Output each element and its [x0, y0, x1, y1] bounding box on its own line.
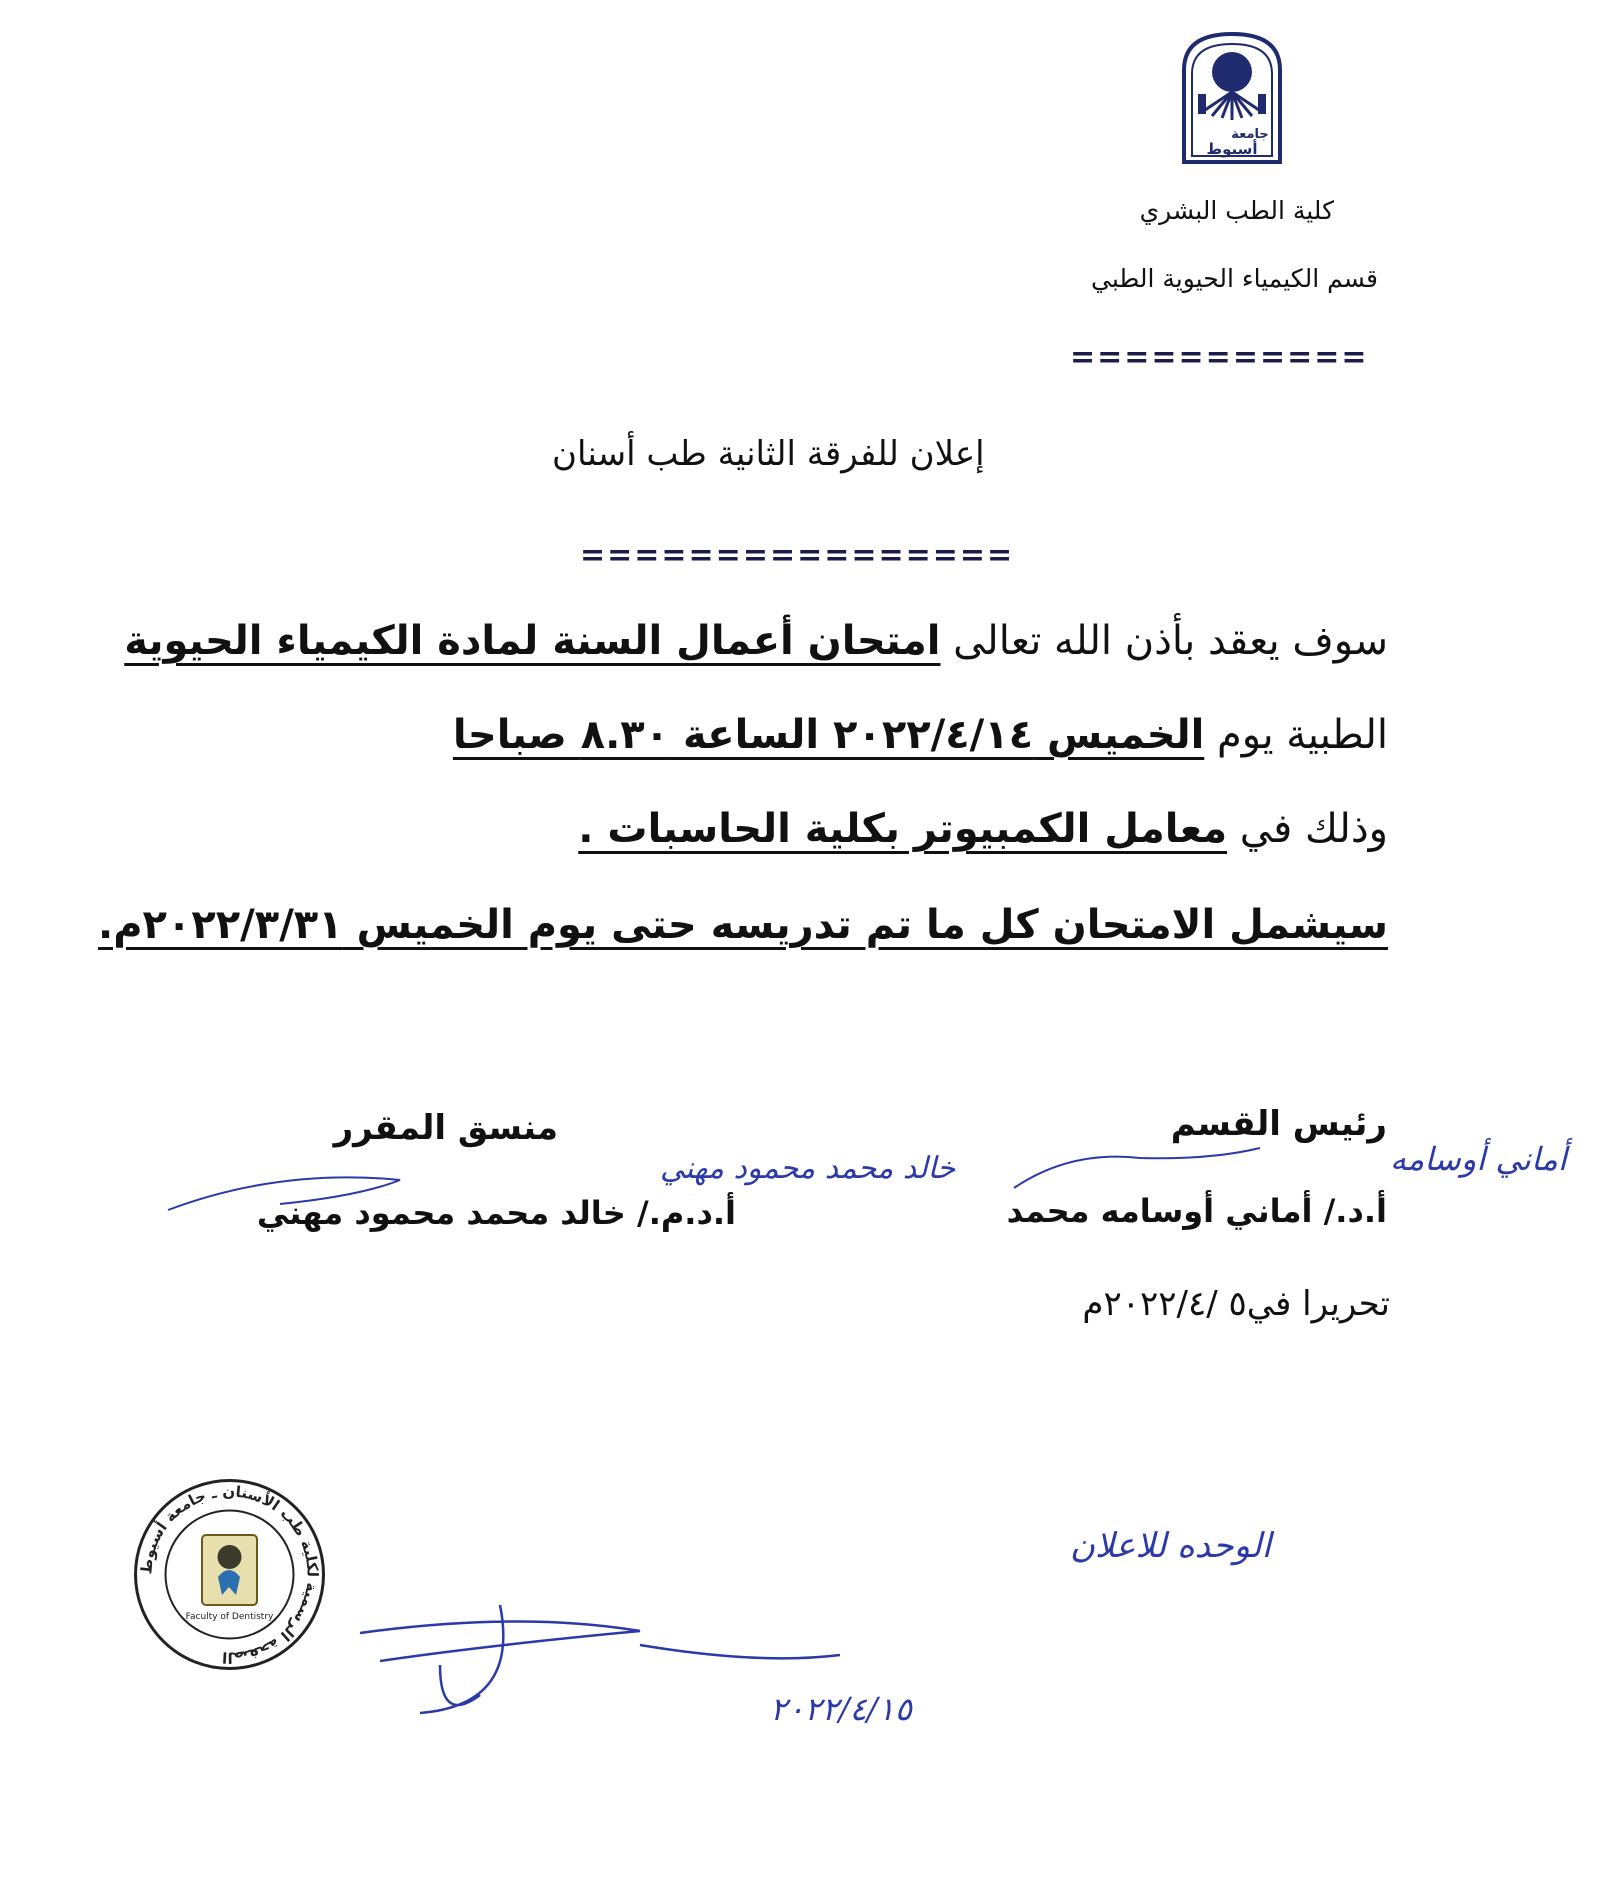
coordinator-signature-graphic	[160, 1138, 956, 1218]
logo-text-bottom: أسيوط	[1206, 140, 1258, 158]
university-logo-graphic	[1180, 30, 1284, 166]
university-logo	[1180, 30, 1284, 166]
body-line-2	[453, 712, 1388, 758]
head-title: رئيس القسم	[1170, 1104, 1387, 1144]
issue-date: تحريرا في٥ /٢٠٢٢/٤م	[1082, 1284, 1390, 1324]
handwritten-note	[340, 1515, 1272, 1745]
faculty-name: كلية الطب البشري	[1139, 196, 1334, 225]
stamp-inner-text: Faculty of Dentistry	[185, 1612, 274, 1622]
handwritten-note-graphic	[340, 1515, 1272, 1745]
head-signature-graphic	[1010, 1130, 1567, 1200]
header-separator: ===========	[1070, 340, 1369, 375]
body-line-3-text: وذلك في	[1227, 806, 1388, 852]
logo-text-top: جامعة	[1231, 127, 1269, 142]
coordinator-signature	[160, 1138, 956, 1218]
body-line-1	[124, 618, 1388, 664]
head-name: أ.د./ أماني أوسامه محمد	[1006, 1192, 1387, 1230]
title-separator: ================	[580, 538, 1015, 573]
head-signature	[1010, 1130, 1567, 1200]
official-stamp-graphic	[132, 1477, 327, 1672]
body-line-2-text: الطبية يوم	[1204, 712, 1388, 758]
handwritten-note-text: الوحده للاعلان	[1070, 1526, 1272, 1566]
coordinator-title: منسق المقرر	[333, 1108, 558, 1148]
exam-location: معامل الكمبيوتر بكلية الحاسبات .	[578, 806, 1228, 852]
announcement-title: إعلان للفرقة الثانية طب أسنان	[552, 434, 985, 474]
official-stamp	[132, 1477, 327, 1672]
exam-date-time: الخميس ٢٠٢٢/٤/١٤ الساعة ٨.٣٠ صباحا	[452, 712, 1205, 758]
department-name: قسم الكيمياء الحيوية الطبي	[1091, 264, 1378, 293]
exam-scope: سيشمل الامتحان كل ما تم تدريسه حتى يوم الخميس ٢٠٢٢/٣/٣١م.	[98, 902, 1388, 948]
handwritten-note-date: ٢٠٢٢/٤/١٥	[770, 1690, 912, 1728]
body-line-3	[578, 806, 1388, 852]
coordinator-name: أ.د.م./ خالد محمد محمود مهني	[256, 1194, 736, 1232]
exam-subject: امتحان أعمال السنة لمادة الكيمياء الحيوية	[124, 618, 941, 664]
coordinator-signature-text: خالد محمد محمود مهني	[660, 1151, 956, 1186]
stamp-ring-text: الصفحة الرسمية لكلية طب الأسنان ـ جامعة أسيوط	[137, 1482, 322, 1667]
head-signature-text: أماني أوسامه	[1390, 1140, 1567, 1178]
body-line-1-text: سوف يعقد بأذن الله تعالى	[940, 618, 1388, 664]
